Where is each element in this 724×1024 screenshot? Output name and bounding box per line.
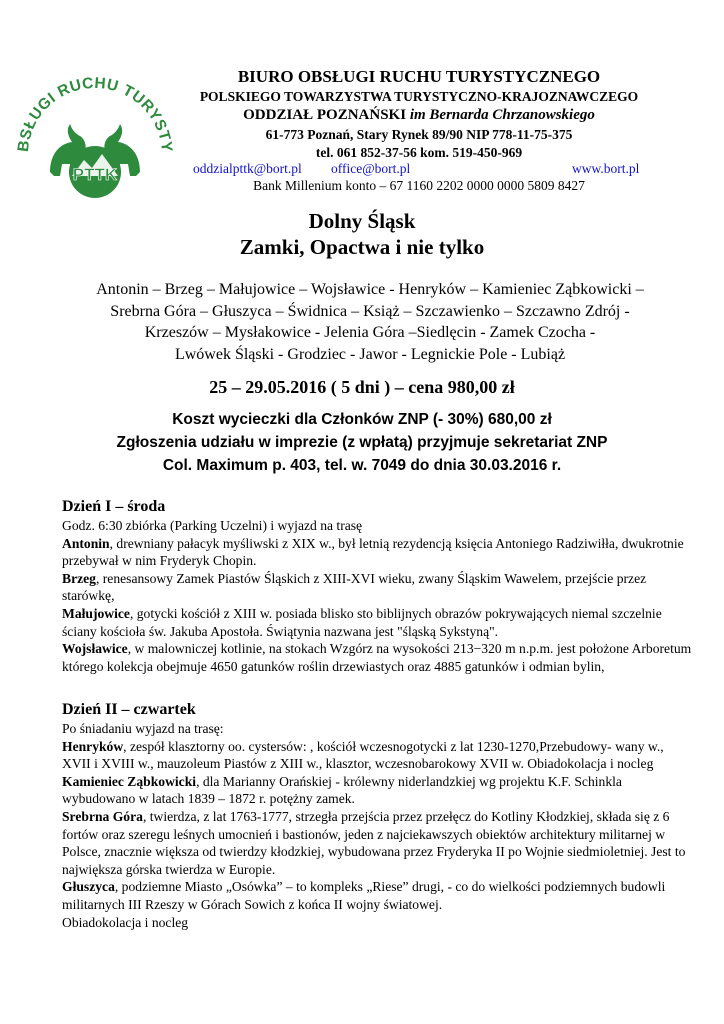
header-line-1: BIURO OBSŁUGI RUCHU TURYSTYCZNEGO [237, 67, 601, 86]
header-address: 61-773 Poznań, Stary Rynek 89/90 NIP 778-11-75-375 [265, 127, 573, 142]
branch-patron: im Bernarda Chrzanowskiego [409, 107, 595, 123]
logo-graphic [10, 60, 180, 230]
day-2-outro: Obiadokolacja i nocleg [62, 914, 189, 930]
bank-account: Bank Millenium konto – 67 1160 2202 0000 0000 5809 8427 [253, 178, 585, 193]
route-places [60, 279, 680, 365]
itinerary-item: Kamieniec Ząbkowicki, dla Marianny Orańskiej - królewny niderlandzkiej wg projektu K.F. Schinkla wybudowano w latach 1839 – 1872 r. potężny zamek. [62, 773, 622, 807]
znp-contact: Col. Maximum p. 403, tel. w. 7049 do dnia 30.03.2016 r. [162, 457, 562, 474]
route-line: Krzeszów – Mysłakowice - Jelenia Góra –Siedlęcin - Zamek Czocha - [144, 324, 596, 341]
logo-emblem-text: PTTK [72, 165, 118, 184]
znp-cost: Koszt wycieczki dla Członków ZNP (- 30%) 680,00 zł [172, 411, 552, 428]
route-line: Antonin – Brzeg – Małujowice – Wojsławice - Henryków – Kamieniec Ząbkowicki – [96, 281, 644, 298]
itinerary-item: Głuszyca, podziemne Miasto „Osówka” – to kompleks „Riese” drugi, - co do wielkości podziemnych budowli militarnych III Rzeszy w Górach Sowich z końca II wojny światowej. [62, 879, 666, 912]
route-line: Srebrna Góra – Głuszyca – Świdnica – Książ – Szczawienko – Szczawno Zdrój - [110, 302, 630, 320]
header-line-2: POLSKIEGO TOWARZYSTWA TURYSTYCZNO-KRAJOZNAWCZEGO [199, 89, 639, 104]
day-2-title: Dzień II – czwartek [62, 701, 196, 718]
pttk-emblem-icon [69, 146, 121, 198]
branch-name: ODDZIAŁ POZNAŃSKI [243, 107, 410, 123]
pttk-logo [10, 60, 180, 230]
header-phone: tel. 061 852-37-56 kom. 519-450-969 [315, 145, 523, 160]
itinerary-item: Małujowice, gotycki kościół z XIII w. posiada blisko sto biblijnych obrazów pokrywających niemal szczelnie ściany kościoła św. Jakuba Apostoła. Świątynia nazwana jest "śląską Sykstyną". [62, 605, 662, 639]
day-1-intro: Godz. 6:30 zbiórka (Parking Uczelni) i wyjazd na trasę [62, 518, 363, 533]
itinerary-item: Srebrna Góra, twierdza, z lat 1763-1777, strzegła przejścia przez przełęcz do Kotliny Kłodzkiej, składa się z 6 fortów oraz szeregu leśnych umocnień i bastionów, jeden z najciekawszych obiektów architektury militarnej w Polsce, znacznie większa od twierdzy kłodzkiej, wybudowana przez Fryderyka II po Wojnie siedmioletniej. Jest to największa górska twierdza w Europie. [62, 808, 686, 877]
website-link[interactable]: www.bort.pl [572, 161, 640, 176]
day-1-title: Dzień I – środa [62, 498, 166, 515]
itinerary-item: Wojsławice, w malowniczej kotlinie, na stokach Wzgórz na wysokości 213−320 m n.p.m. jest położone Arboretum którego kolekcja obejmuje 4650 gatunków roślin drzewiastych oraz 4885 gatunków i odmian bylin, [62, 641, 692, 674]
day-2-section [62, 700, 692, 931]
email-link-2[interactable]: office@bort.pl [331, 161, 411, 176]
itinerary-item: Brzeg, renesansowy Zamek Piastów Śląskich z XIII-XVI wieku, zwany Śląskim Wawelem, przejście przez starówkę, [62, 570, 647, 604]
date-price: 25 – 29.05.2016 ( 5 dni ) – cena 980,00 zł [209, 377, 515, 397]
logo-ring-text: BSŁUGI RUCHU TURYSTY [14, 74, 176, 154]
day-2-intro: Po śniadaniu wyjazd na trasę: [62, 721, 224, 736]
email-link-1[interactable]: oddzialpttk@bort.pl [193, 161, 302, 176]
day-1-section [62, 497, 692, 675]
itinerary-item: Antonin, drewniany pałacyk myśliwski z XIX w., był letnią rezydencją księcia Antoniego Radziwiłła, dwukrotnie przebywał w nim Fryderyk Chopin. [62, 535, 684, 569]
itinerary-item: Henryków, zespół klasztorny oo. cystersów: , kościół wczesnogotycki z lat 1230-1270,Przebudowy- wany w., XVII i XVIII w., mauzoleum Piastów z XIII w., klasztor, wczesnobarokowy XVII w. Obiadokolacja i nocleg [62, 738, 664, 772]
route-line: Lwówek Śląski - Grodziec - Jawor - Legnickie Pole - Lubiąż [174, 345, 566, 363]
svg-text:BIURO OBSŁUGI RUCHU TURYSTYCZN [10, 60, 175, 153]
page-title: Dolny Śląsk [308, 209, 416, 233]
znp-registration: Zgłoszenia udziału w imprezie (z wpłatą) przyjmuje sekretariat ZNP [116, 434, 608, 451]
page-subtitle: Zamki, Opactwa i nie tylko [239, 235, 485, 259]
header-line-3 [186, 107, 652, 124]
